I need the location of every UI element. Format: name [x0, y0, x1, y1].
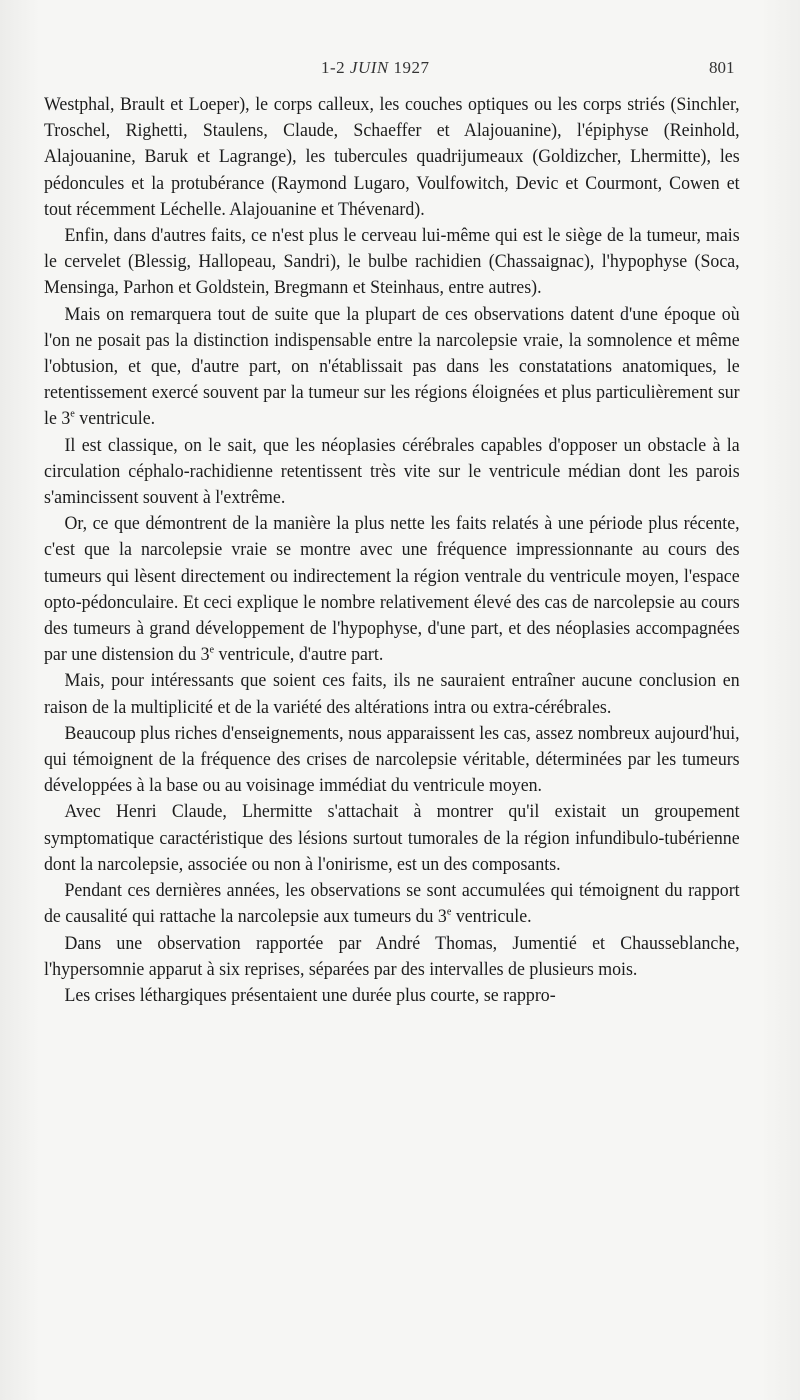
paragraph: Avec Henri Claude, Lhermitte s'attachait à montrer qu'il existait un groupement symptomatique caractéristique des lésions surtout tumorales de la région infundibulo-tubérienne dont la narcolepsie, associée ou non à l'onirisme, est un des composants.	[44, 801, 740, 875]
paragraph: Or, ce que démontrent de la manière la plus nette les faits relatés à une période plus récente, c'est que la narcolepsie vraie se montre avec une fréquence impressionnante au cours des tumeurs qui lèsent directement ou indirectement la région ventrale du ventricule moyen, l'espace opto-pédonculaire. Et ceci explique le nombre relativement élevé des cas de narcolepsie au cours des tumeurs à grand développement de l'hypophyse, d'une part, et des néoplasies accompagnées par une distension du 3e ventricule, d'autre part.	[44, 513, 740, 666]
running-header	[0, 58, 800, 88]
header-month: JUIN	[349, 58, 389, 77]
ordinal-suffix: e	[209, 643, 215, 656]
paragraph: Mais, pour intéressants que soient ces faits, ils ne sauraient entraîner aucune conclusion en raison de la multiplicité et de la variété des altérations intra ou extra-cérébrales.	[44, 670, 740, 718]
paragraph: Pendant ces dernières années, les observations se sont accumulées qui témoignent du rapport de causalité qui rattache la narcolepsie aux tumeurs du 3e ventricule.	[44, 880, 740, 928]
paragraph: Westphal, Brault et Loeper), le corps calleux, les couches optiques ou les corps striés (Sinchler, Troschel, Righetti, Staulens, Claude, Schaeffer et Alajouanine), l'épiphyse (Reinhold, Alajouanine, Baruk et Lagrange), les tubercules quadrijumeaux (Goldizcher, Lhermitte), les pédoncules et la protubérance (Raymond Lugaro, Voulfowitch, Devic et Courmont, Cowen et tout récemment Léchelle. Alajouanine et Thévenard).	[44, 94, 740, 220]
paragraph: Enfin, dans d'autres faits, ce n'est plus le cerveau lui-même qui est le siège de la tumeur, mais le cervelet (Blessig, Hallopeau, Sandri), le bulbe rachidien (Chassaignac), l'hypophyse (Soca, Mensinga, Parhon et Goldstein, Bregmann et Steinhaus, entre autres).	[44, 225, 740, 299]
paragraph: Il est classique, on le sait, que les néoplasies cérébrales capables d'opposer un obstacle à la circulation céphalo-rachidienne retentissent très vite sur le ventricule médian dont les parois s'amincissent souvent à l'extrême.	[44, 434, 740, 509]
ordinal-suffix: e	[70, 408, 75, 421]
paragraph: Les crises léthargiques présentaient une durée plus courte, se rappro-	[64, 984, 556, 1006]
header-date: 1-2 JUIN 1927	[321, 58, 430, 77]
page-number: 801	[709, 58, 735, 77]
paragraph: Mais on remarquera tout de suite que la plupart de ces observations datent d'une époque où l'on ne posait pas la distinction indispensable entre la narcolepsie vraie, la somnolence et même l'obtusion, et que, d'autre part, on n'établissait pas dans les constatations anatomiques, le retentissement exercé souvent par la tumeur sur les régions éloignées et plus particulièrement sur le 3e ventricule.	[44, 303, 740, 430]
paragraph: Beaucoup plus riches d'enseignements, nous apparaissent les cas, assez nombreux aujourd'hui, qui témoignent de la fréquence des crises de narcolepsie véritable, déterminées par les tumeurs développées à la base ou au voisinage immédiat du ventricule moyen.	[44, 722, 740, 797]
body-text	[44, 92, 740, 1009]
paragraph: Dans une observation rapportée par André Thomas, Jumentié et Chausseblanche, l'hypersomnie apparut à six reprises, séparées par des intervalles de plusieurs mois.	[44, 932, 740, 980]
ordinal-suffix: e	[446, 905, 452, 918]
